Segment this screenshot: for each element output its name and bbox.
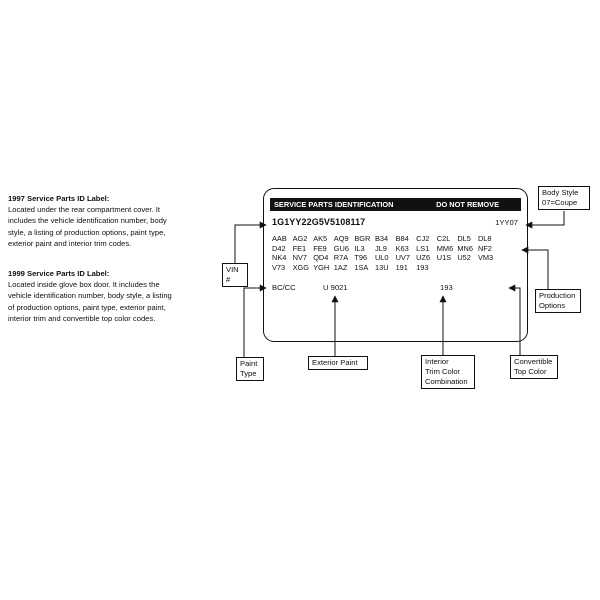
callout-text: Exterior Paint <box>312 358 358 367</box>
callout-text: Production <box>539 291 576 300</box>
callout-text: Interior <box>425 357 449 366</box>
description-line: Located inside glove box door. It includes the <box>8 280 160 290</box>
option-code: B84 <box>395 234 409 243</box>
option-code: DL5 <box>457 234 471 243</box>
callout-text: Top Color <box>514 367 547 376</box>
option-code: FE1 <box>292 243 307 253</box>
option-code: C2L <box>436 234 451 243</box>
description-line: of production options, paint type, exterior paint, <box>8 302 166 312</box>
option-code: NF2 <box>477 243 492 253</box>
option-code: CJ2 <box>416 234 430 243</box>
option-code: NK4 <box>272 253 287 263</box>
option-code: AG2 <box>292 234 308 243</box>
option-code: QD4 <box>313 253 329 263</box>
description-line: exterior paint and interior trim codes. <box>8 238 132 248</box>
option-code: U1S <box>436 253 452 263</box>
exterior-paint-code: U 9021 <box>323 283 348 292</box>
option-code: GU6 <box>333 243 349 253</box>
option-code: UZ6 <box>416 253 431 263</box>
option-code: MN6 <box>457 243 473 253</box>
description-line: style, a listing of production options, paint type, <box>8 227 166 237</box>
option-code: R7A <box>333 253 349 263</box>
callout-text: Type <box>240 369 257 378</box>
arrow-production-options <box>522 250 548 289</box>
option-code: 191 <box>395 262 408 272</box>
option-code: XGG <box>292 262 310 272</box>
option-code: MM6 <box>436 243 454 253</box>
label-header-title: SERVICE PARTS IDENTIFICATION <box>274 200 394 209</box>
option-code: AK5 <box>313 234 328 243</box>
callout-text: Options <box>539 301 566 310</box>
arrow-convertible-top <box>509 288 520 355</box>
body-style-code: 1YY07 <box>495 218 518 227</box>
description-line: vehicle identification number, body style, a listing <box>8 291 172 301</box>
option-code: T96 <box>354 253 368 263</box>
label-header-warning: DO NOT REMOVE <box>436 200 499 209</box>
option-code: 1AZ <box>333 262 348 272</box>
option-code: JL9 <box>374 243 387 253</box>
callout-text: Trim Color <box>425 367 461 376</box>
description-line: includes the vehicle identification number, body <box>8 216 167 226</box>
callout-text: Paint <box>240 359 258 368</box>
option-code: B34 <box>374 234 389 243</box>
option-code: AAB <box>272 234 287 243</box>
option-code: BGR <box>354 234 371 243</box>
callout-text: Body Style <box>542 188 579 197</box>
arrow-paint-type <box>244 288 266 357</box>
option-code: 193 <box>416 262 429 272</box>
option-code: V73 <box>272 262 286 272</box>
option-code: NV7 <box>292 253 307 263</box>
callout-text: 07=Coupe <box>542 198 578 207</box>
description-heading: 1999 Service Parts ID Label: <box>8 269 110 278</box>
paint-type-code: BC/CC <box>272 283 296 292</box>
description-heading: 1997 Service Parts ID Label: <box>8 194 110 203</box>
callout-text: Combination <box>425 377 468 386</box>
option-code: 13U <box>374 262 389 272</box>
option-code: U52 <box>457 253 471 263</box>
option-code: K63 <box>395 243 409 253</box>
option-code: FE9 <box>313 243 327 253</box>
option-code: 1SA <box>354 262 369 272</box>
option-code: AQ9 <box>333 234 349 243</box>
callout-text: Convertible <box>514 357 553 366</box>
callout-text: VIN # <box>226 265 239 284</box>
interior-trim-code: 193 <box>440 283 453 292</box>
description-line: Located under the rear compartment cover. It <box>8 205 160 215</box>
option-code: IL3 <box>354 243 365 253</box>
arrow-body-style <box>526 211 564 225</box>
description-line: interior trim and convertible top color codes. <box>8 313 156 323</box>
option-code: VM3 <box>477 253 494 263</box>
option-code: DL8 <box>477 234 492 243</box>
option-code: UL0 <box>374 253 389 263</box>
arrow-vin <box>235 225 266 263</box>
option-code: LS1 <box>416 243 430 253</box>
option-code: D42 <box>272 243 286 253</box>
option-code: UV7 <box>395 253 410 263</box>
option-code: YGH <box>313 262 330 272</box>
vin-number: 1G1YY22G5V5108117 <box>272 217 366 227</box>
